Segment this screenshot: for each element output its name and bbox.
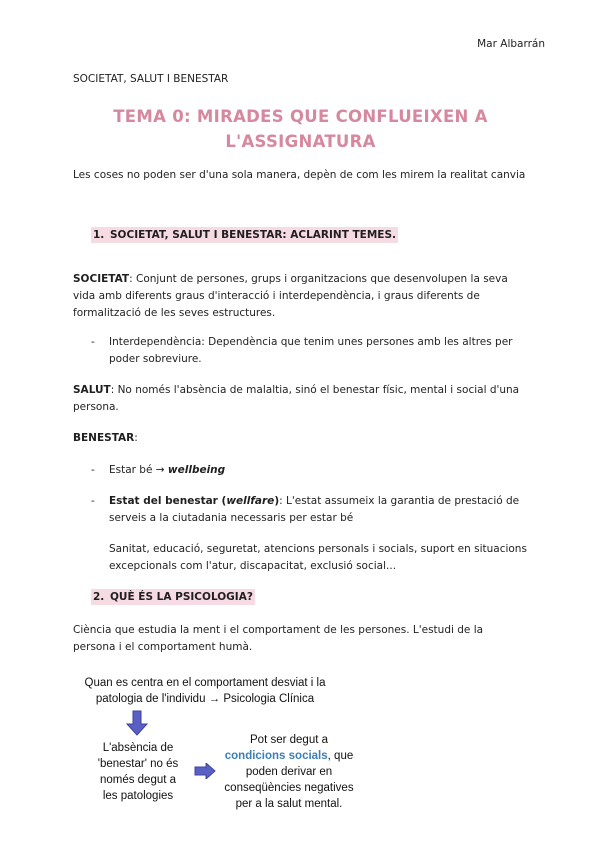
diagram-right-line: conseqüències negatives: [224, 782, 354, 794]
wellbeing-prefix: Estar bé →: [109, 464, 168, 476]
salut-definition: : No només l'absència de malaltia, sinó el benestar físic, mental i social d'una persona.: [73, 384, 520, 413]
diagram-left-line: les patologies: [102, 790, 174, 802]
diagram-top-line-1: Quan es centra en el comportament desviat i la: [84, 677, 326, 689]
estat-benestar-definition: : L'estat assumeix la garantia de prestació de serveis a la ciutadania necessaris per estar bé: [109, 495, 520, 524]
diagram-left-line: només degut a: [99, 774, 177, 786]
services-paragraph: Sanitat, educació, seguretat, atencions personals i socials, suport en situacions excepcionals com l'atur, discapacitat, exclusió social...: [109, 543, 527, 572]
right-arrow-icon: [194, 763, 216, 779]
interdependencia-bullet: [91, 334, 526, 368]
course-title: SOCIETAT, SALUT I BENESTAR: [73, 73, 229, 85]
diagram-left-box: [88, 740, 188, 804]
title-line-2: L'ASSIGNATURA: [225, 132, 376, 151]
societat-paragraph: [73, 271, 528, 322]
diagram-top-arrow: →: [208, 693, 221, 705]
benestar-colon: :: [134, 432, 138, 444]
diagram-left-line: 'benestar' no és: [97, 758, 179, 770]
benestar-term: BENESTAR: [73, 432, 135, 444]
diagram-top-box: [60, 675, 350, 707]
diagram-top-end: Psicologia Clínica: [220, 693, 315, 705]
bullet-dash: -: [91, 495, 95, 507]
section-2-number: 2.: [93, 591, 105, 603]
estat-benestar-bullet: [91, 493, 526, 527]
diagram-top-line-2: patologia de l'individu: [95, 693, 209, 705]
benestar-heading: [73, 430, 528, 447]
bullet-dash: -: [91, 336, 95, 348]
diagram-right-box: [214, 732, 364, 812]
societat-term: SOCIETAT: [73, 273, 130, 285]
psicologia-paragraph: Ciència que estudia la ment i el comportament de les persones. L'estudi de la persona i el comportament humà.: [73, 624, 484, 653]
down-arrow-icon: [126, 710, 148, 736]
section-2-heading: [91, 591, 255, 603]
social-conditions-term: condicions socials: [224, 750, 328, 762]
societat-definition: : Conjunt de persones, grups i organitzacions que desenvolupen la seva vida amb diferents graus d'interacció i interdependència, i graus diferents de formalització de les seves estructures.: [73, 273, 508, 319]
intro-paragraph: Les coses no poden ser d'una sola manera, depèn de com les mirem la realitat canvia: [73, 169, 526, 181]
page-title: [73, 104, 528, 154]
diagram-right-line: poden derivar en: [245, 766, 333, 778]
section-1-heading: [91, 229, 398, 241]
wellbeing-bullet: [91, 462, 526, 479]
salut-term: SALUT: [73, 384, 111, 396]
section-2-title: QUÈ ÉS LA PSICOLOGIA?: [110, 591, 253, 603]
diagram-right-line: Pot ser degut a: [250, 734, 328, 746]
diagram-right-comma: , que: [327, 750, 354, 762]
bullet-dash: -: [91, 464, 95, 476]
salut-paragraph: [73, 382, 528, 416]
section-1-number: 1.: [93, 229, 105, 241]
wellfare-term: wellfare: [226, 495, 275, 507]
diagram-right-line: per a la salut mental.: [235, 798, 343, 810]
section-1-title: SOCIETAT, SALUT I BENESTAR: ACLARINT TEMES.: [110, 229, 397, 241]
estat-benestar-start: Estat del benestar (: [109, 495, 227, 507]
estat-benestar-end: ): [274, 495, 280, 507]
diagram-left-line: L'absència de: [102, 742, 174, 754]
author-name: Mar Albarrán: [477, 38, 545, 50]
title-line-1: TEMA 0: MIRADES QUE CONFLUEIXEN A: [113, 107, 488, 126]
wellbeing-term: wellbeing: [167, 464, 226, 476]
interdependencia-text: Interdependència: Dependència que tenim unes persones amb les altres per poder sobreviure.: [109, 336, 513, 365]
